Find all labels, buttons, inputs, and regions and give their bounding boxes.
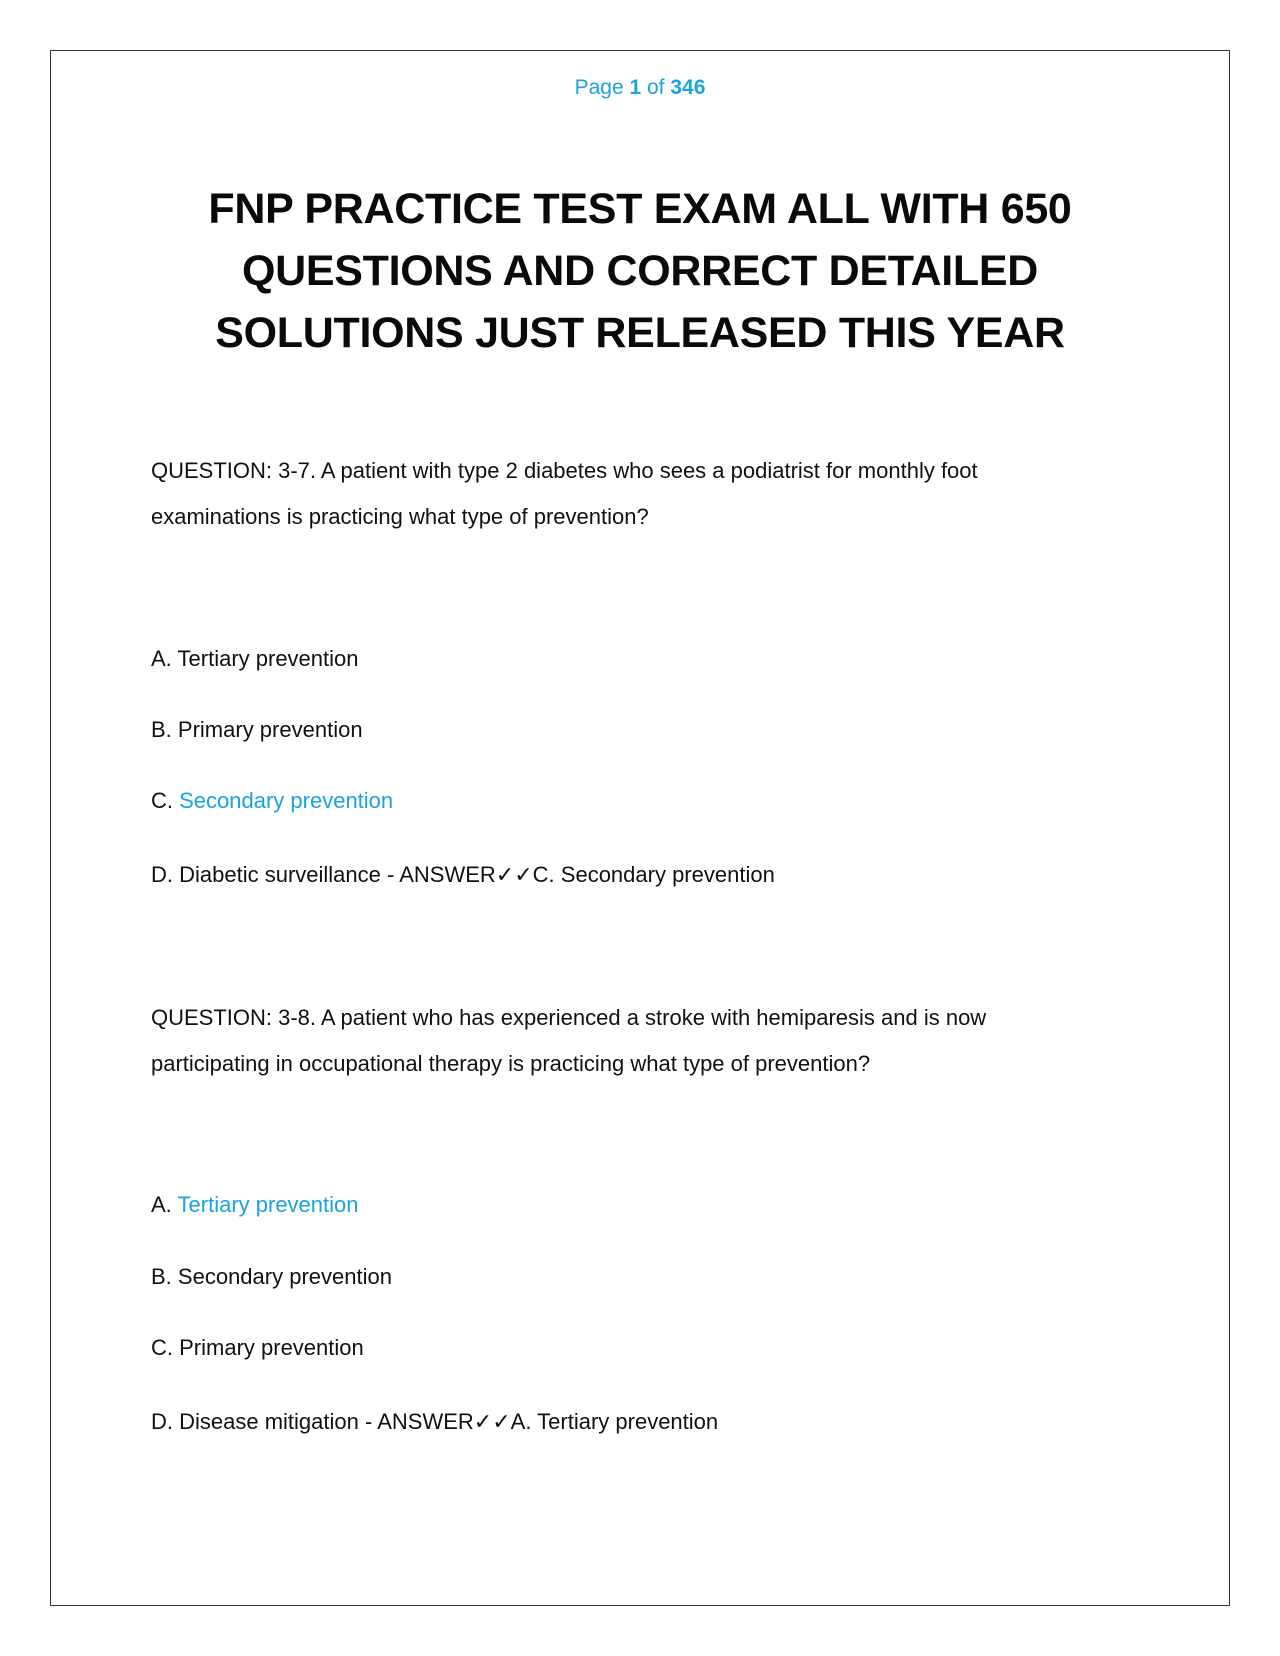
check-marks-icon: ✓✓ — [495, 863, 533, 888]
option-letter: C. — [151, 788, 173, 813]
answer-text: A. Tertiary prevention — [510, 1409, 719, 1434]
title-line-1: FNP PRACTICE TEST EXAM ALL WITH 650 — [208, 185, 1072, 233]
option-label: Diabetic surveillance - ANSWER — [179, 862, 496, 887]
option-letter: B. — [151, 717, 172, 742]
option-d-q2-with-answer — [151, 1407, 718, 1438]
question-text-3-7: QUESTION: 3-7. A patient with type 2 diabetes who sees a podiatrist for monthly foot examinations is practicing what type of prevention? — [151, 458, 978, 529]
option-c-q1-correct — [151, 786, 393, 816]
option-letter: A. — [151, 1192, 172, 1217]
option-letter: D. — [151, 862, 173, 887]
option-a-q2-correct — [151, 1190, 359, 1220]
document-title — [150, 178, 1130, 364]
option-a-q1 — [151, 644, 359, 674]
option-letter: C. — [151, 1335, 173, 1360]
option-b-q1 — [151, 715, 363, 745]
option-d-q1-with-answer — [151, 860, 775, 891]
option-label: Secondary prevention — [177, 1264, 392, 1289]
page-prefix: Page — [574, 76, 624, 99]
option-label-highlighted: Tertiary prevention — [177, 1192, 359, 1217]
page-total: 346 — [670, 76, 706, 99]
page-number-header — [50, 76, 1230, 100]
title-line-2: QUESTIONS AND CORRECT DETAILED — [241, 247, 1039, 295]
option-c-q2 — [151, 1333, 364, 1363]
option-label: Disease mitigation - ANSWER — [179, 1409, 474, 1434]
option-label: Primary prevention — [179, 1335, 364, 1360]
option-b-q2 — [151, 1262, 392, 1292]
option-label-highlighted: Secondary prevention — [179, 788, 394, 813]
page-current: 1 — [629, 76, 642, 99]
option-letter: A. — [151, 646, 172, 671]
option-label: Tertiary prevention — [177, 646, 359, 671]
check-marks-icon: ✓✓ — [473, 1410, 511, 1435]
option-label: Primary prevention — [177, 717, 363, 742]
question-text-3-8: QUESTION: 3-8. A patient who has experienced a stroke with hemiparesis and is now participating in occupational therapy is practicing what type of prevention? — [151, 1005, 987, 1076]
answer-text: C. Secondary prevention — [532, 862, 775, 887]
page-separator: of — [647, 76, 665, 99]
option-letter: B. — [151, 1264, 172, 1289]
title-line-3: SOLUTIONS JUST RELEASED THIS YEAR — [215, 309, 1065, 357]
option-letter: D. — [151, 1409, 173, 1434]
